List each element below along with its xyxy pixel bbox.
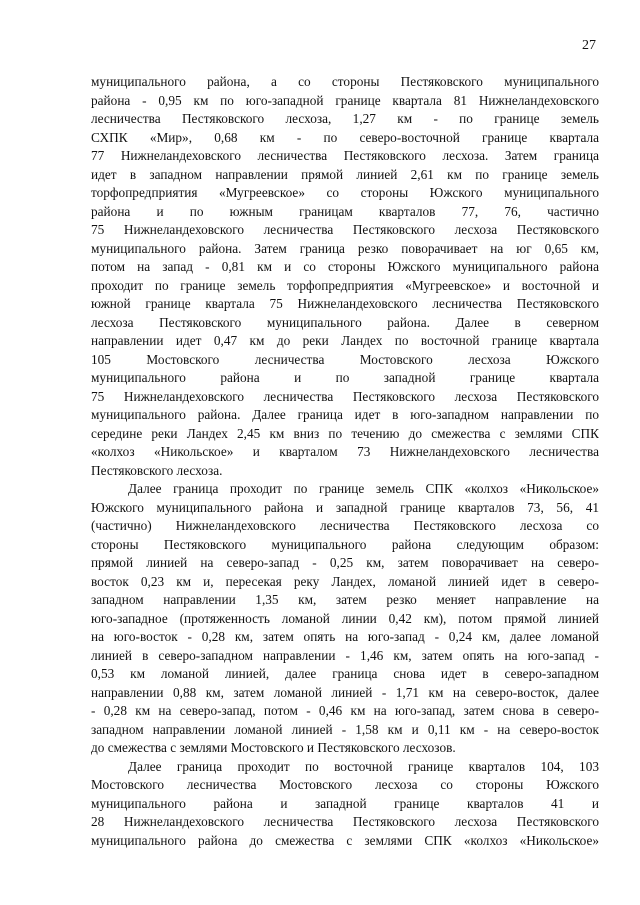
text-line: до смежества с землями Мостовского и Пестяковского лесхозов.: [91, 740, 456, 755]
text-line: потом на запад - 0,81 км и со стороны Южского муниципального района: [91, 259, 599, 274]
text-line: Далее граница проходит по восточной границе кварталов 104, 103: [128, 758, 599, 774]
text-line: муниципального района и западной границе кварталов 41 и: [91, 795, 599, 811]
page-number: 27: [582, 38, 596, 53]
text-line: середине реки Ландех 2,45 км вниз по течению до смежества с землями СПК: [91, 425, 599, 441]
text-line: 0,53 км ломаной линией, далее граница снова идет в северо-западном: [91, 666, 599, 681]
text-line: Южского муниципального района и западной границе кварталов 73, 56, 41: [91, 499, 599, 515]
text-line: западном направлении ломаной линией - 1,58 км и 0,11 км - на северо-восток: [91, 721, 599, 737]
body-text: [91, 73, 599, 850]
text-line: «колхоз «Никольское» и кварталом 73 Нижнеландеховского лесничества: [91, 444, 599, 459]
text-line: муниципального района, а со стороны Пестяковского муниципального: [91, 74, 599, 89]
text-line: (частично) Нижнеландеховского лесничества Пестяковского лесхоза со: [91, 518, 599, 533]
text-line: южной границе квартала 75 Нижнеландеховского лесничества Пестяковского: [91, 296, 599, 311]
text-line: юго-западное (протяженность ломаной линии 0,42 км), потом прямой линией: [91, 610, 599, 626]
text-line: идет в западном направлении прямой линией 2,61 км по границе земель: [91, 166, 599, 182]
text-line: проходит по границе земель торфопредприятия «Мугреевское» и восточной и: [91, 277, 599, 293]
text-line: прямой линией на северо-запад - 0,25 км, затем поворачивает на северо-: [91, 555, 599, 570]
text-line: направлении 0,88 км, затем ломаной линией - 1,71 км на северо-восток, далее: [91, 684, 599, 700]
text-line: муниципального района и по западной границе квартала: [91, 370, 599, 385]
text-line: лесничества Пестяковского лесхоза, 1,27 км - по границе земель: [91, 111, 599, 126]
text-line: 28 Нижнеландеховского лесничества Пестяковского лесхоза Пестяковского: [91, 814, 599, 829]
text-line: района и по южным границам кварталов 77, 76, частично: [91, 203, 599, 219]
text-line: восток 0,23 км и, пересекая реку Ландех, ломаной линией идет в северо-: [91, 573, 599, 589]
text-line: СХПК «Мир», 0,68 км - по северо-восточной границе квартала: [91, 129, 599, 145]
text-line: Мостовского лесничества Мостовского лесхоза со стороны Южского: [91, 777, 599, 792]
text-line: направлении идет 0,47 км до реки Ландех по восточной границе квартала: [91, 333, 599, 348]
text-line: района - 0,95 км по юго-западной границе квартала 81 Нижнеландеховского: [91, 92, 599, 108]
text-line: стороны Пестяковского муниципального района следующим образом:: [91, 536, 599, 552]
text-line: - 0,28 км на северо-запад, потом - 0,46 км на юго-запад, затем снова в северо-: [91, 703, 599, 718]
text-line: Далее граница проходит по границе земель СПК «колхоз «Никольское»: [128, 481, 599, 496]
text-line: 75 Нижнеландеховского лесничества Пестяковского лесхоза Пестяковского: [91, 222, 599, 237]
text-line: на юго-восток - 0,28 км, затем опять на юго-запад - 0,24 км, далее ломаной: [91, 629, 599, 644]
text-line: муниципального района до смежества с землями СПК «колхоз «Никольское»: [91, 832, 599, 848]
text-line: западном направлении 1,35 км, затем резко меняет направление на: [91, 592, 599, 607]
text-line: лесхоза Пестяковского муниципального района. Далее в северном: [91, 314, 599, 330]
text-line: 77 Нижнеландеховского лесничества Пестяковского лесхоза. Затем граница: [91, 148, 599, 163]
text-line: Пестяковского лесхоза.: [91, 462, 223, 478]
text-line: 75 Нижнеландеховского лесничества Пестяковского лесхоза Пестяковского: [91, 388, 599, 404]
text-line: 105 Мостовского лесничества Мостовского лесхоза Южского: [91, 351, 599, 367]
text-line: торфопредприятия «Мугреевское» со стороны Южского муниципального: [91, 185, 599, 200]
text-line: муниципального района. Далее граница идет в юго-западном направлении по: [91, 407, 599, 422]
text-line: линией в северо-западном направлении - 1,46 км, затем опять на юго-запад -: [91, 647, 599, 663]
text-line: муниципального района. Затем граница резко поворачивает на юг 0,65 км,: [91, 240, 599, 256]
